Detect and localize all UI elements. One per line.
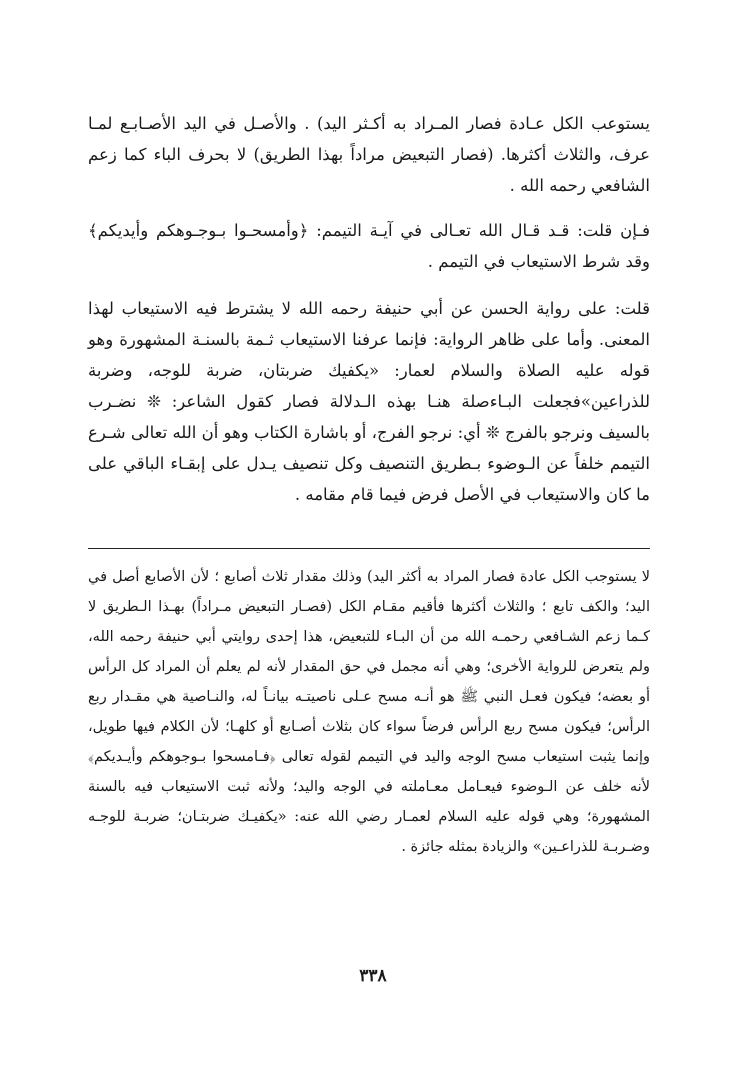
main-text-block <box>88 108 650 526</box>
footnote-divider <box>88 548 650 549</box>
main-paragraph-3: قلت: على رواية الحسن عن أبي حنيفة رحمه الله لا يشترط فيه الاستيعاب لهذا المعنى. وأما على ظاهر الرواية: فإنما عرفنا الاستيعاب ثـمة بالسنـة المشهورة وهو قوله عليه الصلاة والسلام لعمار: «يكفيك ضربتان، ضربة للوجه، وضربة للذراعين»فجعلت البـاءصلة هنـا بهذه الـدلالة فصار كقول الشاعر: ❊ نضـرب بالسيف ونرجو بالفرج ❊ أي: نرجو الفرج، أو باشارة الكتاب وهو أن الله تعالى شـرع التيمم خلفاً عن الـوضوء بـطريق التنصيف وكل تنصيف يـدل على إبقـاء الباقي على ما كان والاستيعاب في الأصل فرض فيما قام مقامه . <box>87 299 650 504</box>
footnote-block <box>88 562 650 862</box>
main-paragraph-1: يستوعب الكل عـادة فصار المـراد به أكـثر اليد) . والأصـل في اليد الأصـابـع لمـا عرف، والثلاث أكثرها. (فصار التبعيض مراداً بهذا الطريق) لا بحرف الباء كما زعم الشافعي رحمه الله . <box>88 114 650 195</box>
page-number: ٣٣٨ <box>359 966 387 986</box>
main-paragraph-2: فـإن قلت: قـد قـال الله تعـالى في آيـة التيمم: ﴿وأمسحـوا بـوجـوهكم وأيديكم﴾ وقد شرط الاستيعاب في التيمم . <box>88 221 650 271</box>
footnote-text: لا يستوجب الكل عادة فصار المراد به أكثر اليد) وذلك مقدار ثلاث أصابع ؛ لأن الأصابع أصل في اليد؛ والكف تابع ؛ والثلاث أكثرها فأقيم مقـام الكل (فصـار التبعيض مـراداً) بهـذا الـطريق لا كـما زعم الشـافعي رحمـه الله من أن البـاء للتبعيض، هذا إحدى روايتي أبي حنيفة رحمه الله، ولم يتعرض للرواية الأخرى؛ وهي أنه مجمل في حق المقدار لأنه لم يعلم أن المراد كل الرأس أو بعضه؛ فيكون فعـل النبي ﷺ هو أنـه مسح عـلى ناصيتـه بيانـاً له، والنـاصية هي مقـدار ربع الرأس؛ فيكون مسح ربع الرأس فرضاً سواء كان بثلاث أصـابع أو كلهـا؛ لأن الكلام فيها طويل، وإنما يثبت استيعاب مسح الوجه واليد في التيمم لقوله تعالى ﴿فـامسحوا بـوجوهكم وأيـديكم﴾ لأنه خلف عن الـوضوء فيعـامل معـاملته في الوجه واليد؛ ولأنه ثبت الاستيعاب فيه بالسنة المشهورة؛ وهي قوله عليه السلام لعمـار رضي الله عنه: «يكفيـك ضربتـان؛ ضربـة للوجـه وضـربـة للذراعـين» والزيادة بمثله جائزة . <box>88 569 650 855</box>
main-text <box>88 108 650 510</box>
